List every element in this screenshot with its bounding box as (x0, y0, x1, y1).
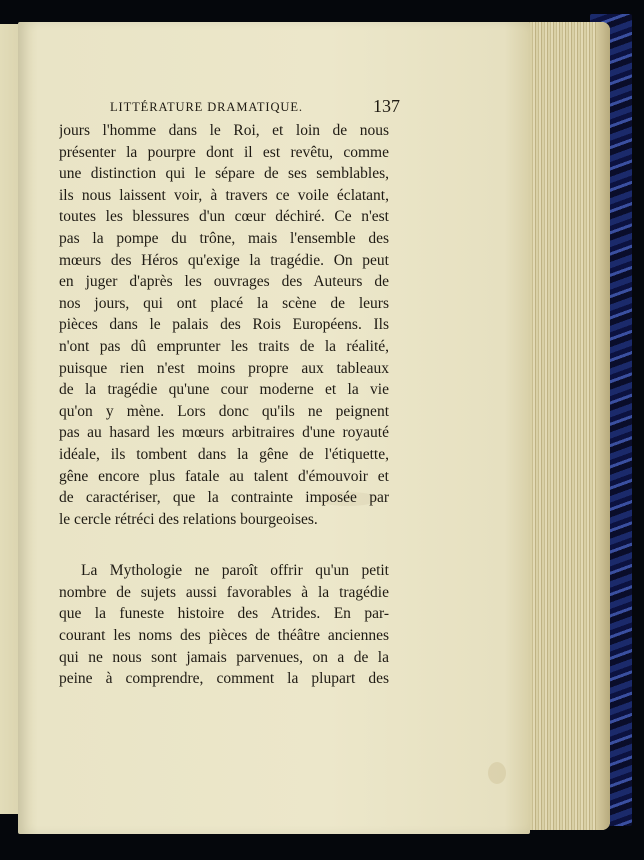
text-line: ils nous laissent voir, à travers ce voile éclatant, (59, 186, 389, 204)
text-line: pas au hasard les mœurs arbitraires d'une royauté (59, 424, 389, 442)
running-title: LITTÉRATURE DRAMATIQUE. (110, 100, 303, 114)
text-line: toutes les blessures d'un cœur déchiré. Ce n'est (59, 208, 389, 226)
text-line: en juger d'après les ouvrages des Auteurs de (59, 273, 389, 291)
text-line: puisque rien n'est moins propre aux tableaux (59, 359, 389, 377)
text-line: pièces dans le palais des Rois Européens. Ils (59, 316, 389, 334)
text-block (59, 120, 389, 690)
text-line: nos jours, qui ont placé la scène de leurs (59, 294, 389, 312)
text-line: gêne encore plus fatale au talent d'émouvoir et (59, 467, 389, 485)
text-line: courant les noms des pièces de théâtre anciennes (59, 627, 389, 645)
text-line: nombre de sujets aussi favorables à la tragédie (59, 583, 389, 601)
text-line: idéale, ils tombent dans la gêne de l'étiquette, (59, 445, 389, 463)
page-number: 137 (373, 96, 400, 116)
text-line: une distinction qui le sépare de ses semblables, (59, 165, 389, 183)
foxing-stain (488, 762, 506, 784)
paragraph-1 (59, 120, 389, 530)
text-line: de caractériser, que la contrainte imposée par (59, 489, 389, 507)
text-line: qui ne nous sont jamais parvenues, on a de la (59, 648, 389, 666)
text-line: de la tragédie qu'une cour moderne et la vie (59, 381, 389, 399)
text-line: présenter la pourpre dont il est revêtu, comme (59, 143, 389, 161)
text-line: mœurs des Héros qu'exige la tragédie. On peut (59, 251, 389, 269)
text-line: qu'on y mène. Lors donc qu'ils ne peignent (59, 402, 389, 420)
text-line: jours l'homme dans le Roi, et loin de nous (59, 122, 389, 139)
text-line: n'ont pas dû emprunter les traits de la réalité, (59, 337, 389, 355)
text-line: pas la pompe du trône, mais l'ensemble des (59, 229, 389, 247)
text-line: peine à comprendre, comment la plupart des (59, 670, 389, 688)
page-header (110, 96, 400, 120)
text-line: le cercle rétréci des relations bourgeoises. (59, 510, 318, 528)
paragraph-2 (59, 560, 389, 690)
text-line: La Mythologie ne paroît offrir qu'un petit (81, 562, 389, 580)
text-line: que la funeste histoire des Atrides. En par- (59, 605, 389, 623)
paragraph-gap (59, 530, 389, 560)
